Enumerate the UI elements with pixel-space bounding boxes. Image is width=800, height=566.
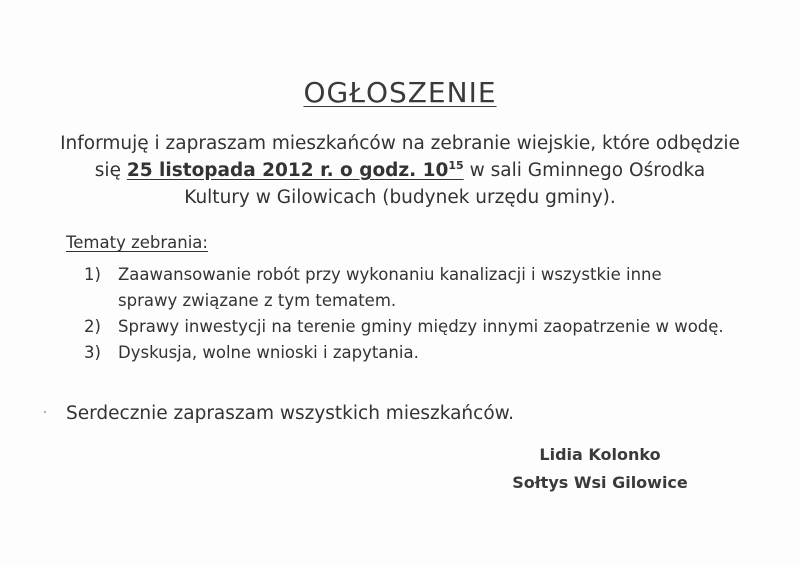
scan-speck <box>44 411 46 413</box>
list-item-text: Dyskusja, wolne wnioski i zapytania. <box>118 343 419 362</box>
list-item <box>84 262 724 314</box>
list-item-text: Sprawy inwestycji na terenie gminy między innymi zaopatrzenie w wodę. <box>118 317 724 336</box>
signature-name: Lidia Kolonko <box>539 445 661 464</box>
list-item-number: 3) <box>84 343 101 362</box>
topics-heading: Tematy zebrania: <box>66 233 208 252</box>
meeting-date-time: 25 listopada 2012 r. o godz. $10^{15}$ <box>126 158 464 181</box>
closing-line: Serdecznie zapraszam wszystkich mieszkańców. <box>66 403 514 424</box>
announcement-title: OGŁOSZENIE <box>303 76 497 109</box>
list-item-number: 2) <box>84 317 101 336</box>
intro-text-start: Informuję i zapraszam mieszkańców na zebranie wiejskie, które odbędzie się <box>60 133 740 181</box>
list-item <box>84 340 724 366</box>
intro-paragraph <box>60 130 740 211</box>
list-item <box>84 314 724 340</box>
time-minutes: 15 <box>448 158 464 172</box>
topics-list <box>84 262 724 366</box>
signature-role: Sołtys Wsi Gilowice <box>512 473 688 492</box>
list-item-number: 1) <box>84 265 101 284</box>
intro-text-end: w sali Gminnego Ośrodka Kultury w Gilowicach (budynek urzędu gminy). <box>184 160 706 208</box>
list-item-text: Zaawansowanie robót przy wykonaniu kanalizacji i wszystkie inne sprawy związane z tym tematem. <box>118 265 662 310</box>
